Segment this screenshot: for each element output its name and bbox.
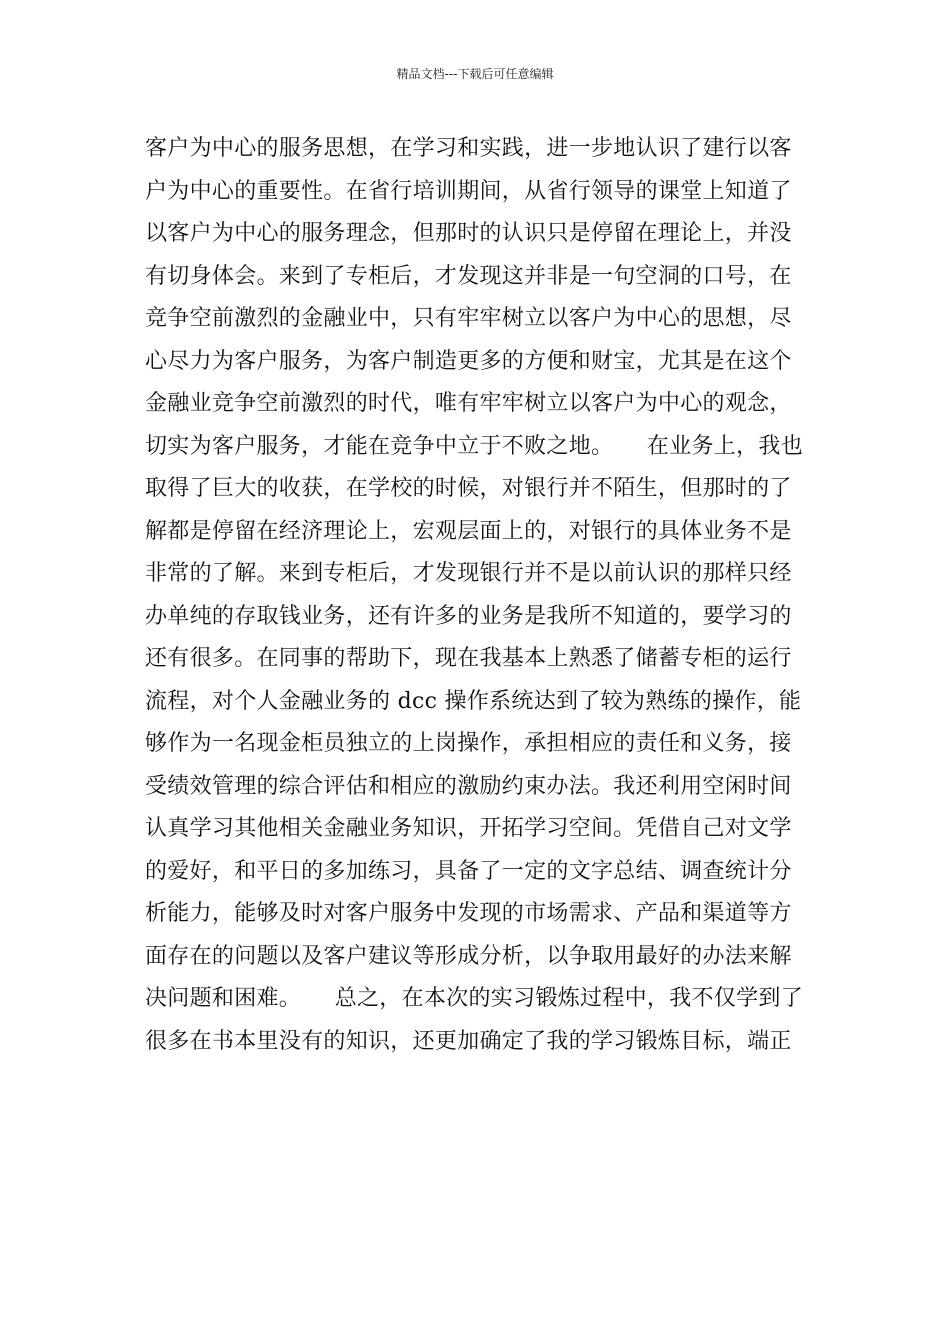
text-line: 很多在书本里没有的知识，还更加确定了我的学习锻炼目标，端正 [145, 1028, 792, 1054]
text-line: 非常的了解。来到专柜后，才发现银行并不是以前认识的那样只经 [145, 561, 792, 586]
text-line: 决问题和困难。 总之，在本次的实习锻炼过程中，我不仅学到了 [145, 986, 804, 1011]
text-line: 办单纯的存取钱业务，还有许多的业务是我所不知道的，要学习的 [145, 603, 792, 629]
text-line: 有切身体会。来到了专柜后，才发现这并非是一句空洞的口号，在 [145, 263, 792, 289]
text-line: 受绩效管理的综合评估和相应的激励约束办法。我还利用空闲时间 [145, 773, 792, 799]
text-line: 认真学习其他相关金融业务知识，开拓学习空间。凭借自己对文学 [145, 816, 792, 841]
text-line: 解都是停留在经济理论上，宏观层面上的，对银行的具体业务不是 [145, 518, 792, 544]
text-line: 够作为一名现金柜员独立的上岗操作，承担相应的责任和义务，接 [145, 731, 792, 756]
text-line: 金融业竞争空前激烈的时代，唯有牢牢树立以客户为中心的观念， [145, 391, 792, 416]
text-line: 以客户为中心的服务理念，但那时的认识只是停留在理论上，并没 [145, 221, 792, 246]
text-line: 析能力，能够及时对客户服务中发现的市场需求、产品和渠道等方 [145, 901, 792, 926]
text-line: 心尽力为客户服务，为客户制造更多的方便和财宝，尤其是在这个 [145, 348, 792, 374]
page-header: 精品文档---下载后可任意编辑 [396, 67, 554, 81]
document-body [145, 128, 815, 1063]
text-line: 取得了巨大的收获，在学校的时候，对银行并不陌生，但那时的了 [145, 476, 792, 501]
text-line: 的爱好，和平日的多加练习，具备了一定的文字总结、调查统计分 [145, 858, 792, 884]
text-line: 竞争空前激烈的金融业中，只有牢牢树立以客户为中心的思想，尽 [145, 306, 792, 331]
text-line: 户为中心的重要性。在省行培训期间，从省行领导的课堂上知道了 [145, 178, 792, 204]
text-line: 客户为中心的服务思想，在学习和实践，进一步地认识了建行以客 [145, 136, 792, 161]
text-line: 流程，对个人金融业务的 dcc 操作系统达到了较为熟练的操作，能 [145, 688, 802, 714]
text-line: 切实为客户服务，才能在竞争中立于不败之地。 在业务上，我也 [145, 433, 804, 459]
text-line: 面存在的问题以及客户建议等形成分析，以争取用最好的办法来解 [145, 943, 792, 969]
text-line: 还有很多。在同事的帮助下，现在我基本上熟悉了储蓄专柜的运行 [145, 646, 792, 671]
